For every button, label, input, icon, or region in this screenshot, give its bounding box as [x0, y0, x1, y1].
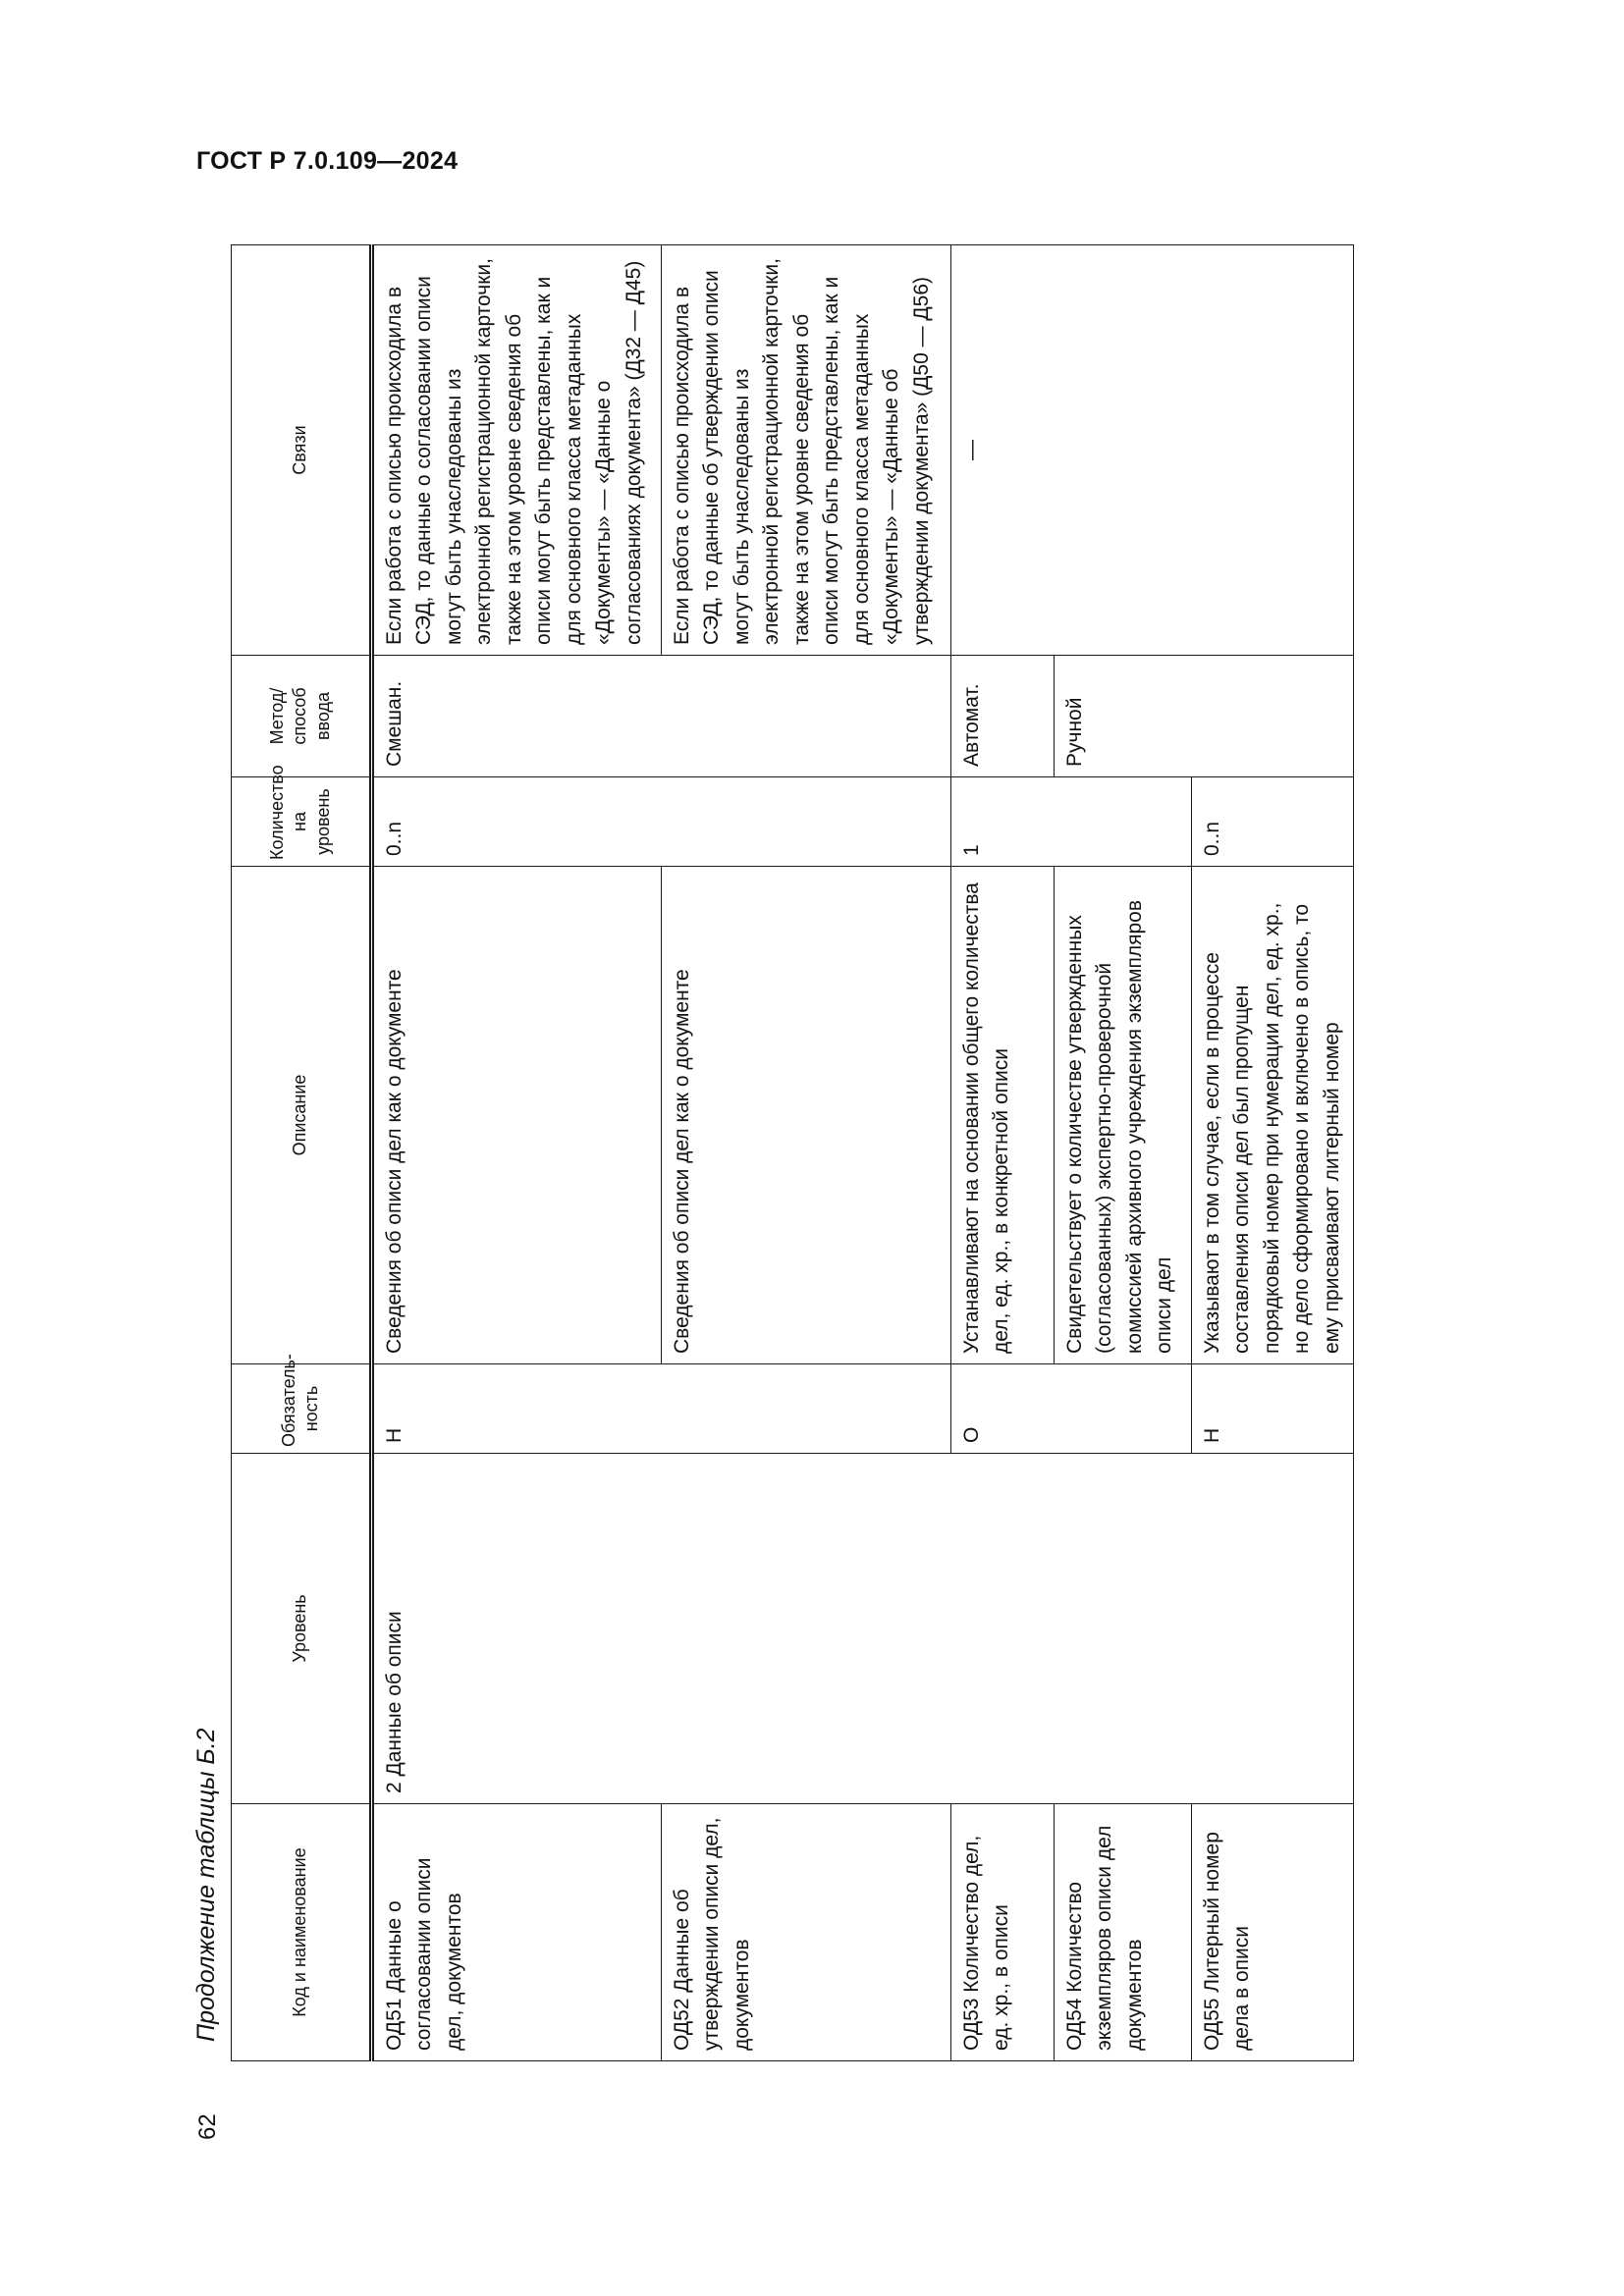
- column-header-code: Код и наименование: [232, 1804, 372, 2061]
- table-header-row: [232, 245, 372, 2061]
- column-header-description: Описание: [232, 867, 372, 1364]
- column-header-level: Уровень: [232, 1454, 372, 1804]
- method-cell: Ручной: [1055, 656, 1354, 777]
- links-cell: Если работа с описью происходила в СЭД, то данные о согласовании описи могут быть унаследованы из электронной регистрационной карточки, также на этом уровне сведения об описи могут быть представлены, как и для основного класса метаданных «Документы» — «Данные о согласованиях документа» (Д32 — Д45): [372, 245, 662, 656]
- count-cell: 0..n: [1192, 777, 1354, 867]
- description-cell: Сведения об описи дел как о документе: [372, 867, 662, 1364]
- code-cell: ОД52 Данные об утверждении описи дел, документов: [662, 1804, 951, 2061]
- code-cell: ОД55 Литерный номер дела в описи: [1192, 1804, 1354, 2061]
- required-cell: Н: [372, 1364, 951, 1454]
- method-cell: Автомат.: [951, 656, 1055, 777]
- description-cell: Сведения об описи дел как о документе: [662, 867, 951, 1364]
- metadata-table: [231, 244, 1354, 2061]
- column-header-links: Связи: [232, 245, 372, 656]
- rotated-table-page: [177, 226, 1384, 2140]
- required-cell: О: [951, 1364, 1192, 1454]
- table-caption: Продолжение таблицы Б.2: [192, 1728, 220, 2042]
- description-cell: Устанавливают на основании общего количества дел, ед. хр., в конкретной описи: [951, 867, 1055, 1364]
- table-row-od51: [372, 245, 662, 2061]
- count-cell: 1: [951, 777, 1192, 867]
- document-code-header: ГОСТ Р 7.0.109—2024: [196, 147, 459, 175]
- links-cell: —: [951, 245, 1354, 656]
- method-cell: Смешан.: [372, 656, 951, 777]
- description-cell: Свидетельствует о количестве утвержденных (согласованных) экспертно-проверочной комиссией архивного учреждения экземпляров описи дел: [1055, 867, 1192, 1364]
- links-cell: Если работа с описью происходила в СЭД, то данные об утверждении описи могут быть унаследованы из электронной регистрационной карточки, также на этом уровне сведения об описи могут быть представлены, как и для основного класса метаданных «Документы» — «Данные об утверждении документа» (Д50 — Д56): [662, 245, 951, 656]
- code-cell: ОД54 Количество экземпляров описи дел документов: [1055, 1804, 1192, 2061]
- level-cell: 2 Данные об описи: [372, 1454, 1354, 1804]
- description-cell: Указывают в том случае, если в процессе составления описи дел был пропущен порядковый номер при нумерации дел, ед. хр., но дело сформировано и включено в опись, то ему присваивают литерный номер: [1192, 867, 1354, 1364]
- required-cell: Н: [1192, 1364, 1354, 1454]
- code-cell: ОД51 Данные о согласовании описи дел, документов: [372, 1804, 662, 2061]
- column-header-method: Метод/ способ ввода: [232, 656, 372, 777]
- page-number: 62: [194, 2113, 221, 2140]
- code-cell: ОД53 Количество дел, ед. хр., в описи: [951, 1804, 1055, 2061]
- column-header-required: Обязатель-ность: [232, 1364, 372, 1454]
- column-header-count: Количество на уровень: [232, 777, 372, 867]
- count-cell: 0..n: [372, 777, 951, 867]
